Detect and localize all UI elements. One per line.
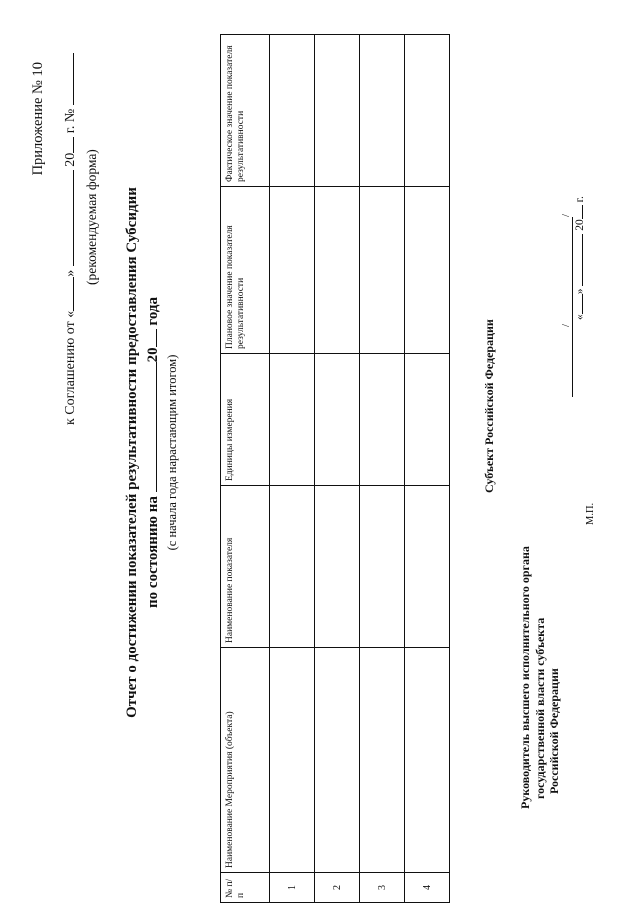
header-activity: Наименование Мероприятия (объекта): [221, 648, 270, 873]
signature-date-year: 20: [574, 219, 586, 231]
agreement-day-blank: [62, 277, 74, 311]
cell-activity[interactable]: [360, 648, 405, 873]
subject-label: Субъект Российской Федерации: [482, 319, 496, 493]
agreement-month-blank: [62, 170, 74, 266]
report-date-line: [145, 0, 162, 905]
cell-indicator[interactable]: [270, 486, 315, 648]
report-title: Отчет о достижении показателей результативности предоставления Субсидии: [124, 187, 140, 718]
annex-agreement-line: [62, 53, 79, 425]
header-indicator: Наименование показателя: [221, 486, 270, 648]
table-row: [270, 35, 315, 903]
signature-day-blank[interactable]: [572, 294, 583, 314]
signature-year-blank[interactable]: [572, 205, 583, 219]
cell-indicator[interactable]: [405, 486, 450, 648]
signer-line: Руководитель высшего исполнительного органа: [518, 546, 532, 809]
cell-activity[interactable]: [405, 648, 450, 873]
table-row: [360, 35, 405, 903]
signature-date-line: [572, 196, 586, 320]
cell-planned[interactable]: [315, 187, 360, 354]
cell-planned[interactable]: [270, 187, 315, 354]
agreement-year-blank: [62, 137, 74, 153]
report-date-prefix: по состоянию на: [145, 496, 161, 608]
cell-planned[interactable]: [360, 187, 405, 354]
signature-slash-end: /: [560, 213, 572, 217]
report-date-year: 20: [145, 347, 161, 363]
cell-unit[interactable]: [405, 354, 450, 486]
cell-unit[interactable]: [270, 354, 315, 486]
signature-date-close: »: [574, 288, 586, 295]
report-date-suffix: года: [145, 297, 161, 326]
indicators-table: [220, 34, 450, 903]
row-number: 1: [270, 873, 315, 903]
cell-activity[interactable]: [315, 648, 360, 873]
signer-line: Российской Федерации: [547, 668, 562, 794]
agreement-year-suffix: г. №: [63, 108, 78, 134]
signature-slash: /: [560, 323, 572, 327]
signature-date-suffix: г.: [574, 196, 586, 203]
signer-block: [518, 546, 562, 809]
table-header-row: [221, 35, 270, 903]
cell-indicator[interactable]: [360, 486, 405, 648]
table-row: [405, 35, 450, 903]
signature-date-open: «: [574, 314, 586, 320]
report-year-blank: [145, 329, 157, 347]
cell-actual[interactable]: [360, 35, 405, 187]
cell-unit[interactable]: [360, 354, 405, 486]
signature-month-blank[interactable]: [572, 234, 583, 286]
agreement-quote-close: »: [63, 269, 78, 277]
cell-activity[interactable]: [270, 648, 315, 873]
row-number: 3: [360, 873, 405, 903]
cell-actual[interactable]: [315, 35, 360, 187]
cell-unit[interactable]: [315, 354, 360, 486]
cell-actual[interactable]: [270, 35, 315, 187]
report-note: (с начала года нарастающим итогом): [165, 354, 179, 551]
annex-title: Приложение № 10: [30, 62, 46, 176]
header-number: № п/п: [221, 873, 270, 903]
header-actual: Фактическое значение показателя результативности: [221, 35, 270, 187]
agreement-number-blank: [62, 53, 74, 105]
agreement-prefix: к Соглашению от «: [63, 310, 78, 425]
row-number: 4: [405, 873, 450, 903]
form-note: (рекомендуемая форма): [84, 149, 99, 285]
cell-planned[interactable]: [405, 187, 450, 354]
row-number: 2: [315, 873, 360, 903]
header-unit: Единицы измерения: [221, 354, 270, 486]
stamp-label: М.П.: [585, 502, 596, 525]
agreement-year-prefix: 20: [63, 152, 78, 167]
cell-indicator[interactable]: [315, 486, 360, 648]
table-row: [315, 35, 360, 903]
report-date-blank: [145, 362, 157, 492]
signer-line: государственной власти субъекта: [532, 617, 547, 799]
cell-actual[interactable]: [405, 35, 450, 187]
header-planned: Плановое значение показателя результативности: [221, 187, 270, 354]
